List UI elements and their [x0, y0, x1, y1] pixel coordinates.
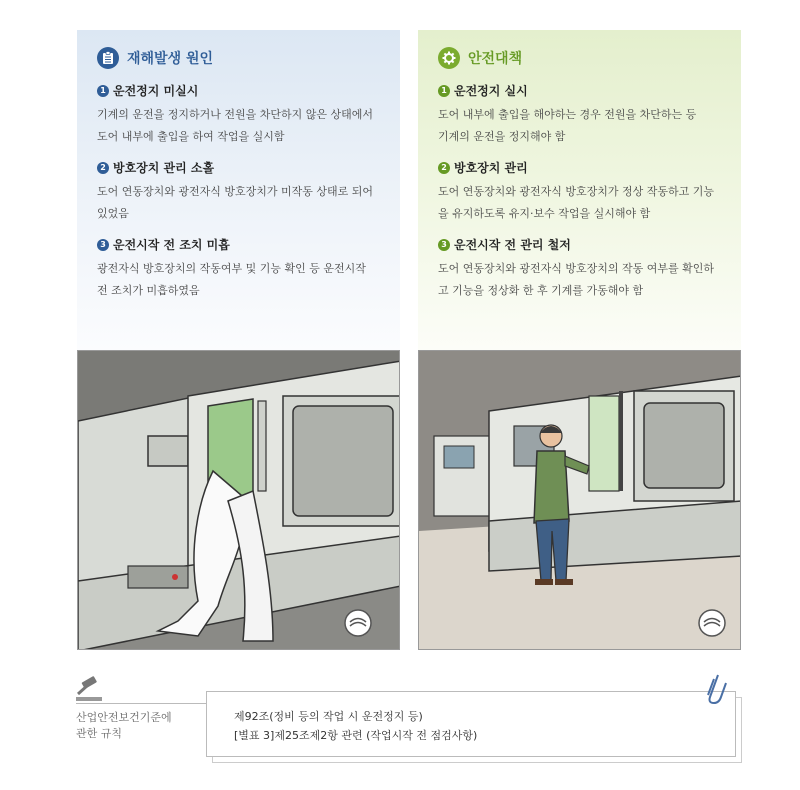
regulation-line: [별표 3]제25조제2항 관련 (작업시작 전 점검사항) [234, 729, 478, 742]
text-line: 산업안전보건기준에 [76, 711, 172, 724]
measure-panel [418, 30, 741, 350]
text-line: 도어 연동장치와 광전자식 방호장치가 미작동 상태로 되어 [97, 185, 374, 198]
measure-illustration [418, 350, 741, 650]
cause-item-text [97, 258, 380, 302]
text-line: 도어 내부에 출입을 해야하는 경우 전원을 차단하는 등 [438, 108, 697, 121]
cause-title: 재해발생 원인 [127, 51, 214, 67]
cause-item-1 [97, 82, 380, 148]
text-line: 도어 연동장치와 광전자식 방호장치의 작동 여부를 확인하 [438, 262, 715, 275]
cause-panel-header [97, 44, 380, 72]
number-badge: 3 [438, 239, 450, 251]
number-badge: 1 [438, 85, 450, 97]
text-line: 도어 연동장치와 광전자식 방호장치가 정상 작동하고 기능 [438, 185, 715, 198]
measure-item-2 [438, 159, 721, 225]
number-badge: 1 [97, 85, 109, 97]
clipboard-icon [97, 47, 119, 69]
measure-panel-header [438, 44, 721, 72]
number-badge: 3 [97, 239, 109, 251]
cause-item-text [97, 104, 380, 148]
regulation-box [206, 691, 736, 757]
cause-item-text [97, 181, 380, 225]
cause-item-title: 방호장치 관리 소홀 [113, 161, 215, 175]
text-line: 전 조치가 미흡하였음 [97, 284, 200, 297]
cause-item-title: 운전정지 미실시 [113, 84, 199, 98]
measure-item-text [438, 181, 721, 225]
text-line: 을 유지하도록 유지·보수 작업을 실시해야 함 [438, 207, 651, 220]
text-line: 기계의 운전을 정지해야 함 [438, 130, 566, 143]
measure-item-title: 운전시작 전 관리 철저 [454, 238, 571, 252]
cause-illustration [77, 350, 400, 650]
text-line: 도어 내부에 출입을 하여 작업을 실시함 [97, 130, 285, 143]
text-line: 관한 규칙 [76, 727, 123, 740]
text-line: 고 기능을 정상화 한 후 기계를 가동해야 함 [438, 284, 644, 297]
measure-item-3 [438, 236, 721, 302]
measure-item-title: 운전정지 실시 [454, 84, 528, 98]
cause-item-title: 운전시작 전 조치 미흡 [113, 238, 230, 252]
text-line: 광전자식 방호장치의 작동여부 및 기능 확인 등 운전시작 [97, 262, 366, 275]
number-badge: 2 [97, 162, 109, 174]
cause-item-3 [97, 236, 380, 302]
regulation-label [76, 710, 186, 742]
connector-line [172, 703, 208, 704]
number-badge: 2 [438, 162, 450, 174]
divider [76, 703, 172, 704]
regulation-line: 제92조(정비 등의 작업 시 운전정지 등) [234, 710, 423, 723]
gear-icon [438, 47, 460, 69]
cause-panel [77, 30, 400, 350]
measure-item-1 [438, 82, 721, 148]
cause-item-2 [97, 159, 380, 225]
measure-item-text [438, 258, 721, 302]
measure-title: 안전대책 [468, 51, 523, 67]
gavel-icon [74, 676, 106, 706]
measure-item-text [438, 104, 721, 148]
text-line: 있었음 [97, 207, 129, 220]
text-line: 기계의 운전을 정지하거나 전원을 차단하지 않은 상태에서 [97, 108, 374, 121]
measure-item-title: 방호장치 관리 [454, 161, 528, 175]
paperclip-icon [704, 671, 728, 709]
